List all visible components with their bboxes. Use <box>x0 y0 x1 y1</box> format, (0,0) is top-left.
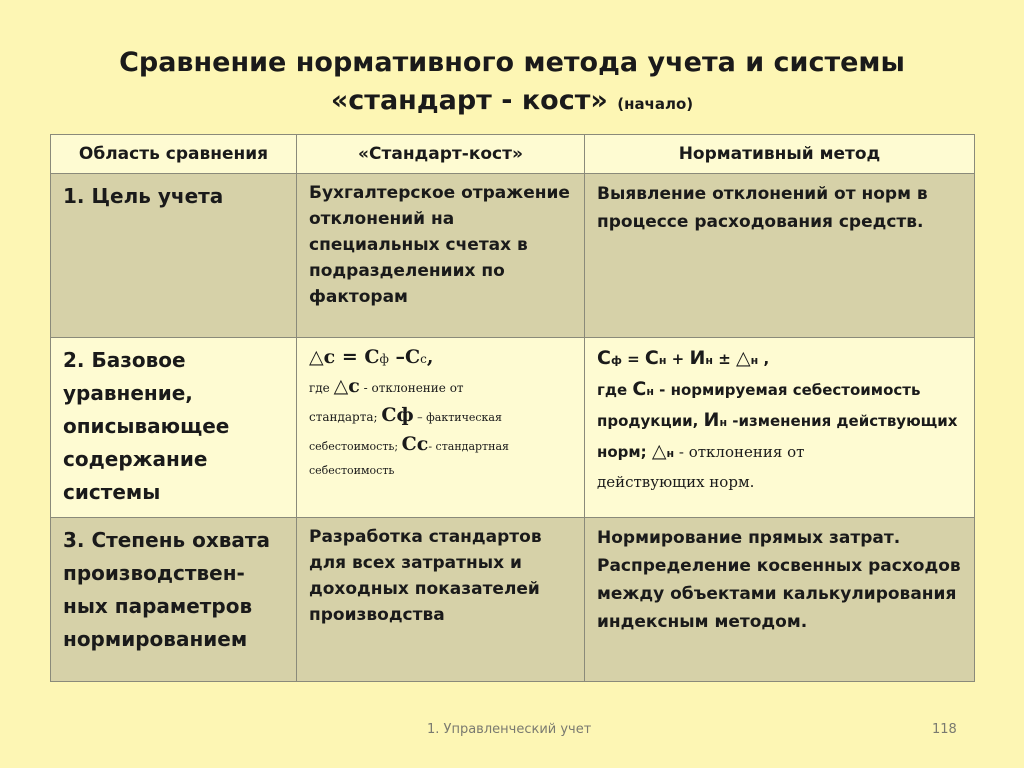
title-main: «стандарт - кост» <box>330 85 608 116</box>
row3-standard-cost: Разработка стандартов для всех затратных и доходных показателей производства <box>297 518 585 682</box>
header-standard-cost: «Стандарт-кост» <box>297 135 585 174</box>
delta-icon: △ <box>736 347 751 369</box>
row2-standard-cost <box>297 338 585 518</box>
footer-text: 1. Управленческий учет <box>427 722 592 737</box>
delta-icon: △ <box>333 375 349 397</box>
delta-icon: △ <box>309 346 324 368</box>
sc-where-3: себестоимость; Сс- стандартная <box>309 433 509 455</box>
page-number: 118 <box>932 722 957 737</box>
table-row <box>51 518 975 682</box>
delta-icon: △ <box>651 440 667 462</box>
comparison-table <box>50 134 975 682</box>
table-header-row <box>51 135 975 174</box>
nm-line-3: продукции, Ин -изменения действующих <box>597 409 958 431</box>
title-line-1: Сравнение нормативного метода учета и системы <box>119 47 905 78</box>
title-note: (начало) <box>617 95 694 113</box>
title-line-2 <box>0 82 1024 123</box>
slide-title <box>0 44 1024 123</box>
sc-where-1: где △с - отклонение от <box>309 375 464 397</box>
sc-where-2: стандарта; Сф – фактическая <box>309 404 502 426</box>
header-normative: Нормативный метод <box>585 135 975 174</box>
nm-line-2: где Сн - нормируемая себестоимость <box>597 378 921 400</box>
header-area: Область сравнения <box>51 135 297 174</box>
sc-where-4: себестоимость <box>309 464 395 477</box>
nm-equation: Сф = Сн + Ин ± △н , <box>597 347 770 369</box>
nm-line-4: норм; △н - отклонения от <box>597 440 805 462</box>
row1-normative: Выявление отклонений от норм в процессе расходования средств. <box>585 174 975 338</box>
sc-equation: △с = Сф –Сс, <box>309 346 434 368</box>
row1-standard-cost: Бухгалтерское отражение отклонений на специальных счетах в подразделениих по факторам <box>297 174 585 338</box>
nm-line-5: действующих норм. <box>597 473 755 491</box>
row1-area: 1. Цель учета <box>51 174 297 338</box>
table-row <box>51 338 975 518</box>
row3-normative: Нормирование прямых затрат. Распределение косвенных расходов между объектами калькулирования индексным методом. <box>585 518 975 682</box>
row2-normative <box>585 338 975 518</box>
row2-area: 2. Базовое уравнение, описывающее содержание системы <box>51 338 297 518</box>
row3-area: 3. Степень охвата производствен-ных параметров нормированием <box>51 518 297 682</box>
table-row <box>51 174 975 338</box>
